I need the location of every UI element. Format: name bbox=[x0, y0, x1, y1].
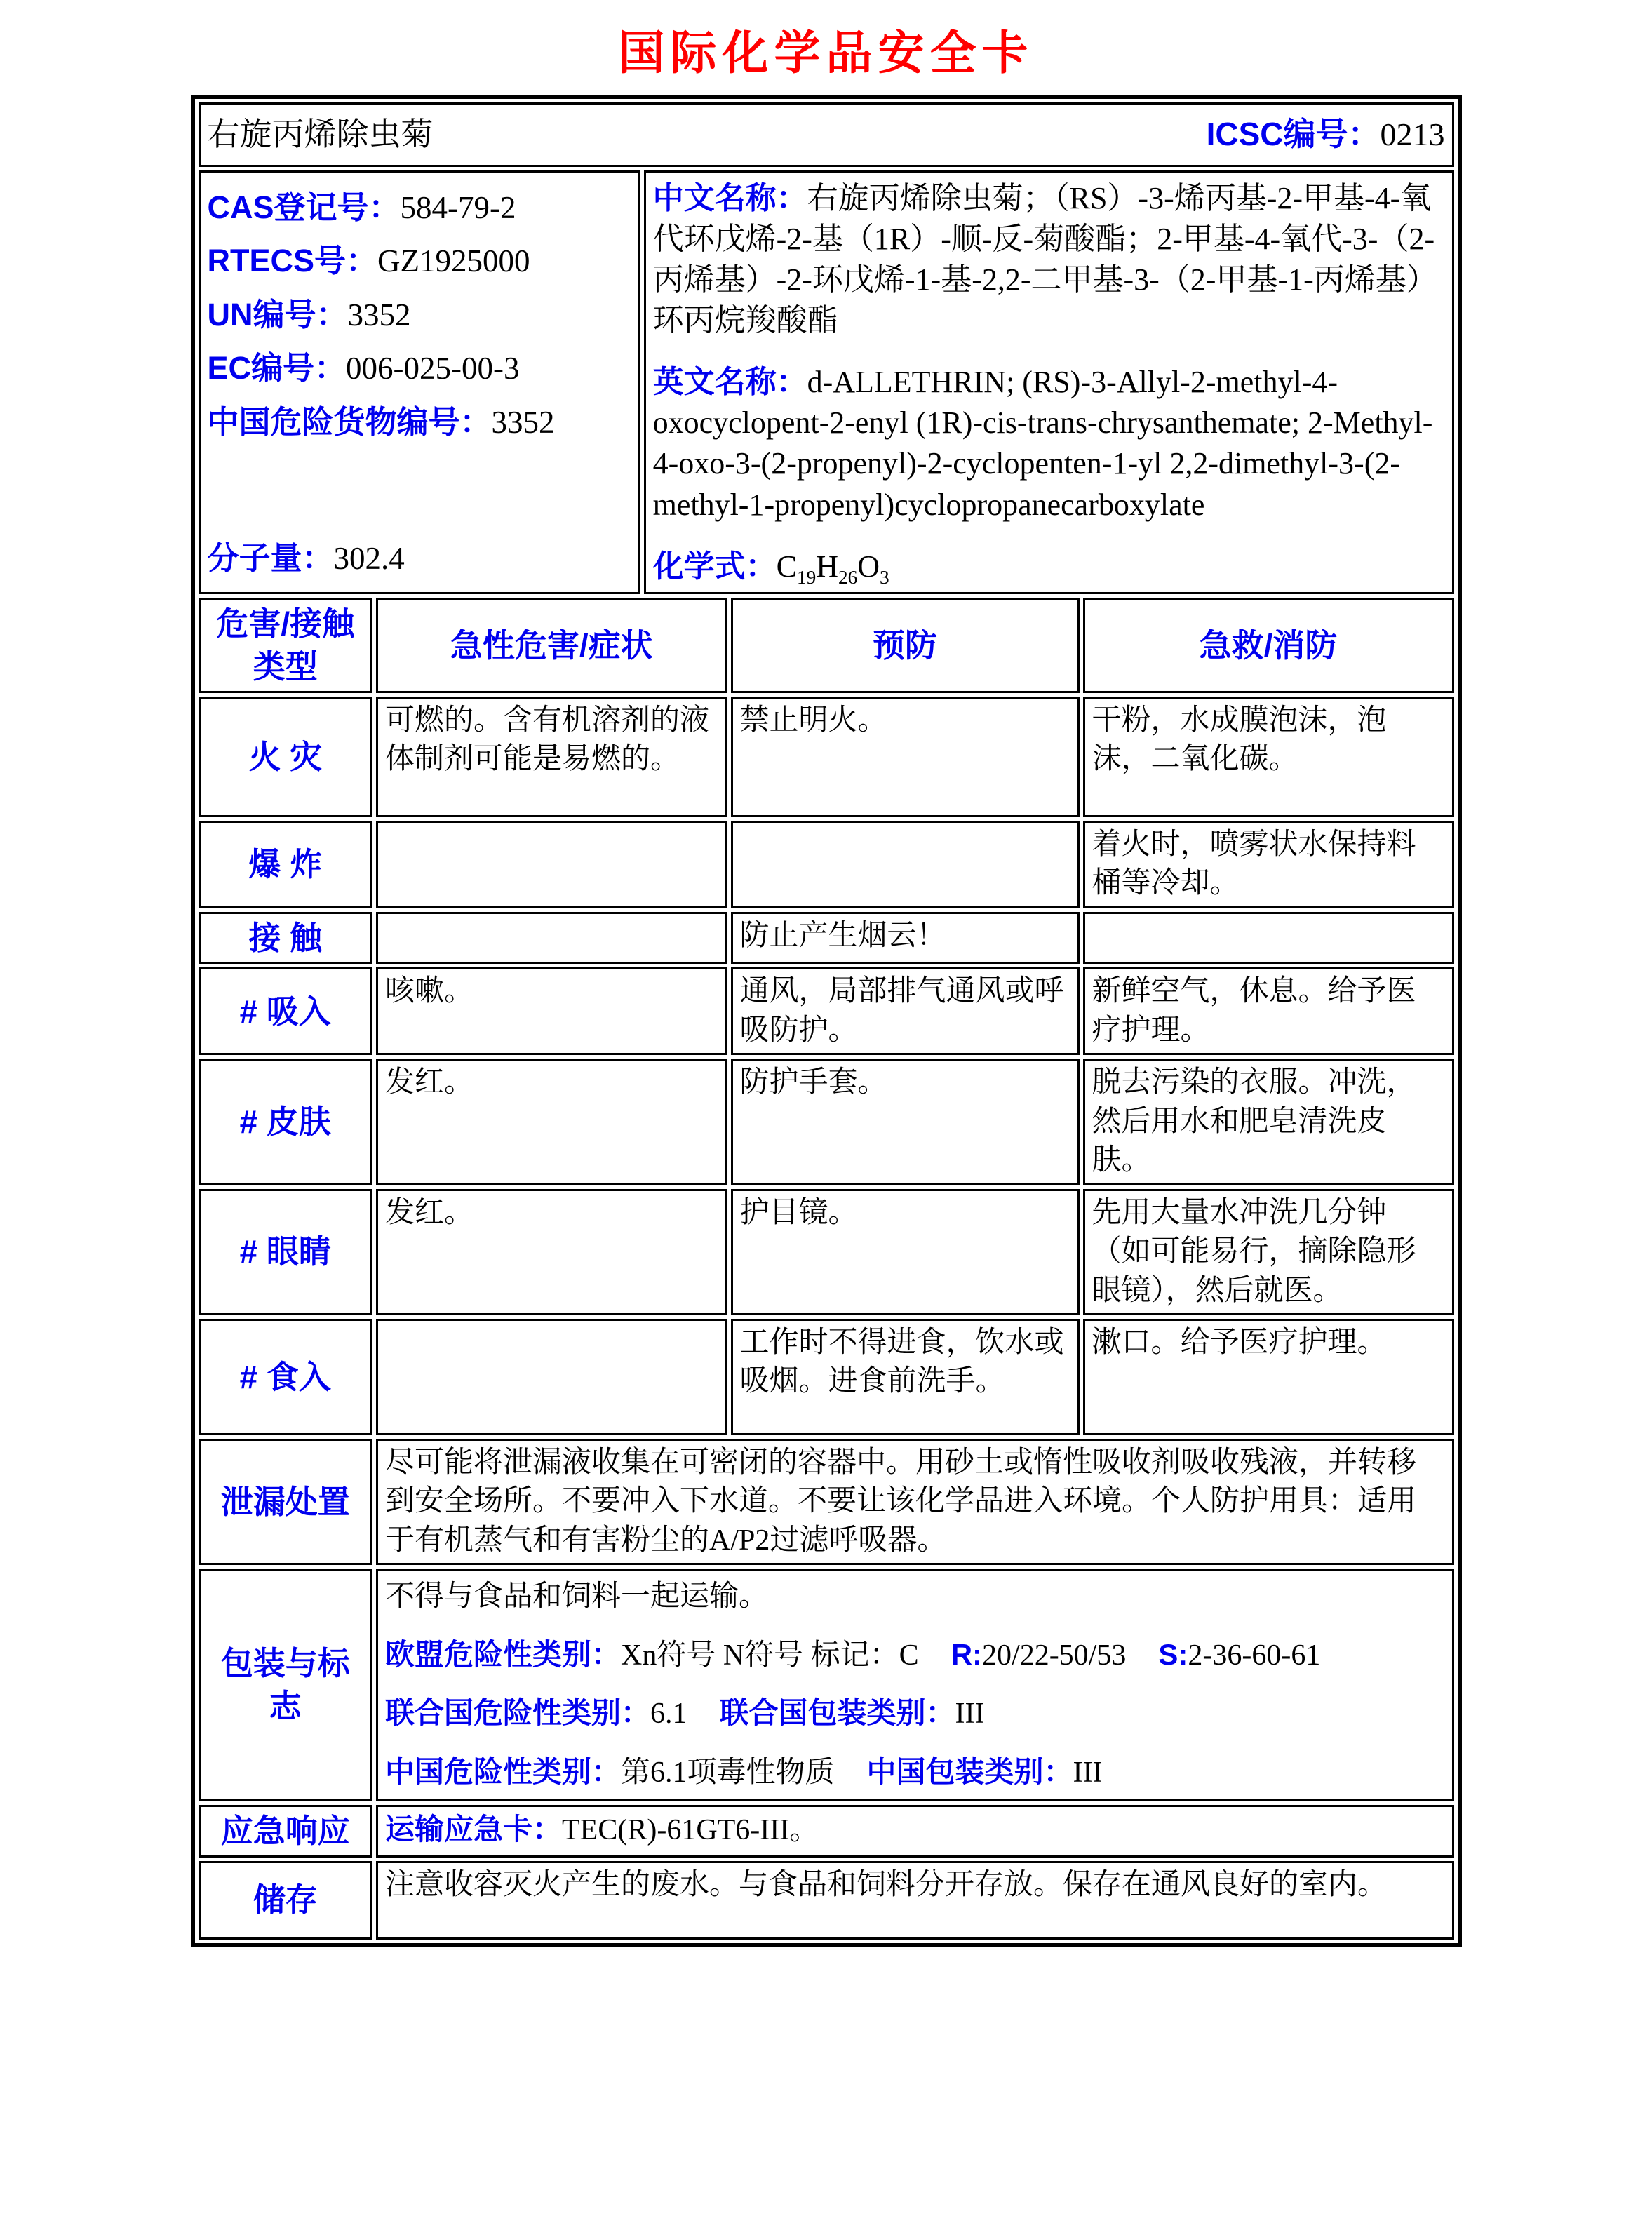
row-ingestion-symptoms bbox=[376, 1319, 727, 1435]
rtecs-number-label: RTECS号： bbox=[207, 243, 378, 279]
icsc-number-value: 0213 bbox=[1380, 116, 1445, 153]
row-contact-prevention: 防止产生烟云！ bbox=[731, 912, 1080, 965]
row-emergency-response bbox=[199, 1805, 1454, 1858]
row-explosion bbox=[199, 821, 1454, 908]
un-pack-value: III bbox=[955, 1698, 985, 1731]
row-packaging-labelling bbox=[199, 1569, 1454, 1801]
page-title: 国际化学品安全卡 bbox=[618, 27, 1034, 79]
cas-number-value: 584-79-2 bbox=[400, 190, 516, 225]
rtecs-number-value: GZ1925000 bbox=[377, 243, 530, 279]
un-number-value: 3352 bbox=[347, 297, 411, 333]
english-name bbox=[653, 362, 1445, 525]
row-ingestion bbox=[199, 1319, 1454, 1435]
cn-pack-value: III bbox=[1073, 1756, 1103, 1789]
packaging-transport-note: 不得与食品和饲料一起运输。 bbox=[385, 1580, 769, 1613]
chemical-formula-value: $C_{19}H_{26}O_3$ bbox=[776, 549, 889, 588]
row-fire-symptoms: 可燃的。含有机溶剂的液体制剂可能是易燃的。 bbox=[376, 697, 727, 817]
china-dg-number-label: 中国危险货物编号： bbox=[207, 403, 492, 440]
row-emergency-content bbox=[376, 1805, 1454, 1858]
row-skin-response: 脱去污染的衣服。冲洗，然后用水和肥皂清洗皮肤。 bbox=[1083, 1059, 1454, 1185]
header-prevention: 预防 bbox=[731, 598, 1080, 692]
china-dg-number bbox=[208, 401, 631, 443]
chinese-name-label: 中文名称： bbox=[652, 181, 807, 215]
row-inhalation-label: # 吸入 bbox=[199, 967, 373, 1055]
row-skin bbox=[199, 1059, 1454, 1185]
molecular-weight bbox=[208, 537, 631, 579]
row-inhalation-symptoms: 咳嗽。 bbox=[376, 967, 727, 1055]
r-phrases-value: 20/22-50/53 bbox=[982, 1639, 1127, 1672]
ec-number bbox=[208, 347, 631, 389]
un-class-label: 联合国危险性类别： bbox=[385, 1696, 651, 1730]
eu-class-label: 欧盟危险性类别： bbox=[385, 1637, 622, 1671]
icsc-number bbox=[1207, 113, 1445, 156]
chinese-name-value: 右旋丙烯除虫菊；（RS）-3-烯丙基-2-甲基-4-氧代环戊烯-2-基（1R）-顺-反-菊酸酯；2-甲基-4-氧代-3-（2-丙烯基）-2-环戊烯-1-基-2,2-二甲基-3-（2-甲基-1-丙烯基）环丙烷羧酸酯 bbox=[652, 181, 1437, 338]
cn-pack-label: 中国包装类别： bbox=[866, 1754, 1073, 1788]
row-ingestion-prevention: 工作时不得进食，饮水或吸烟。进食前洗手。 bbox=[731, 1319, 1080, 1435]
un-number-label: UN编号： bbox=[207, 296, 348, 333]
r-phrases-label: R: bbox=[951, 1637, 983, 1671]
row-fire-response: 干粉，水成膜泡沫，泡沫，二氧化碳。 bbox=[1083, 697, 1454, 817]
row-skin-symptoms: 发红。 bbox=[376, 1059, 727, 1185]
un-pack-label: 联合国包装类别： bbox=[719, 1696, 955, 1730]
english-name-label: 英文名称： bbox=[652, 365, 807, 400]
row-fire-label: 火 灾 bbox=[199, 697, 373, 817]
header-response: 急救/消防 bbox=[1083, 598, 1454, 692]
row-fire bbox=[199, 697, 1454, 817]
row-eyes-response: 先用大量水冲洗几分钟（如可能易行，摘除隐形眼镜），然后就医。 bbox=[1083, 1189, 1454, 1315]
cas-number-label: CAS登记号： bbox=[207, 189, 401, 225]
packaging-cn-classification bbox=[385, 1752, 1445, 1792]
transport-emergency-card-label: 运输应急卡： bbox=[385, 1813, 563, 1846]
transport-emergency-card-value: TEC(R)-61GT6-III。 bbox=[562, 1814, 819, 1847]
registry-numbers-cell bbox=[199, 170, 640, 594]
row-explosion-response: 着火时，喷雾状水保持料桶等冷却。 bbox=[1083, 821, 1454, 908]
name-section bbox=[195, 99, 1458, 170]
rtecs-number bbox=[208, 240, 631, 282]
molecular-weight-label: 分子量： bbox=[207, 539, 334, 576]
row-inhalation-prevention: 通风，局部排气通风或呼吸防护。 bbox=[731, 967, 1080, 1055]
hazard-header-row bbox=[199, 598, 1454, 692]
row-fire-prevention: 禁止明火。 bbox=[731, 697, 1080, 817]
cas-number bbox=[208, 187, 631, 229]
row-contact-symptoms bbox=[376, 912, 727, 965]
row-skin-prevention: 防护手套。 bbox=[731, 1059, 1080, 1185]
row-spill-label: 泄漏处置 bbox=[199, 1439, 373, 1565]
packaging-eu-classification bbox=[385, 1635, 1445, 1675]
chemical-formula-label: 化学式： bbox=[652, 549, 777, 584]
row-storage-text: 注意收容灭火产生的废水。与食品和饲料分开存放。保存在通风良好的室内。 bbox=[376, 1861, 1454, 1940]
row-ingestion-response: 漱口。给予医疗护理。 bbox=[1083, 1319, 1454, 1435]
row-spill-disposal bbox=[199, 1439, 1454, 1565]
un-class-value: 6.1 bbox=[650, 1698, 687, 1731]
row-inhalation bbox=[199, 967, 1454, 1055]
icsc-card bbox=[191, 95, 1462, 1947]
row-explosion-prevention bbox=[731, 821, 1080, 908]
identity-section bbox=[195, 167, 1458, 598]
ec-number-value: 006-025-00-3 bbox=[346, 351, 520, 387]
s-phrases-value: 2-36-60-61 bbox=[1188, 1639, 1321, 1672]
chemical-formula bbox=[653, 546, 1445, 590]
row-eyes bbox=[199, 1189, 1454, 1315]
s-phrases-label: S: bbox=[1158, 1637, 1188, 1671]
row-storage bbox=[199, 1861, 1454, 1940]
row-packaging-content bbox=[376, 1569, 1454, 1801]
name-row-cell bbox=[199, 102, 1454, 167]
row-explosion-symptoms bbox=[376, 821, 727, 908]
header-symptoms: 急性危害/症状 bbox=[376, 598, 727, 692]
row-skin-label: # 皮肤 bbox=[199, 1059, 373, 1185]
molecular-weight-value: 302.4 bbox=[333, 540, 405, 576]
row-packaging-label: 包装与标志 bbox=[199, 1569, 373, 1801]
row-emergency-label: 应急响应 bbox=[199, 1805, 373, 1858]
row-eyes-label: # 眼睛 bbox=[199, 1189, 373, 1315]
icsc-number-label: ICSC编号： bbox=[1206, 116, 1381, 153]
row-eyes-prevention: 护目镜。 bbox=[731, 1189, 1080, 1315]
hazard-section bbox=[195, 594, 1458, 1942]
registry-number-list bbox=[208, 175, 631, 455]
row-contact-response bbox=[1083, 912, 1454, 965]
english-name-value: d-ALLETHRIN; (RS)-3-Allyl-2-methyl-4-oxocyclopent-2-enyl (1R)-cis-trans-chrysanthemate; 2-Methyl-4-oxo-3-(2-propenyl)-2-cyclopenten-1-yl 2,2-dimethyl-3-(2-methyl-1-propenyl)cyclopropanecarboxylate bbox=[652, 365, 1433, 522]
row-contact-label: 接 触 bbox=[199, 912, 373, 965]
row-explosion-label: 爆 炸 bbox=[199, 821, 373, 908]
row-inhalation-response: 新鲜空气，休息。给予医疗护理。 bbox=[1083, 967, 1454, 1055]
row-spill-text: 尽可能将泄漏液收集在可密闭的容器中。用砂土或惰性吸收剂吸收残液，并转移到安全场所。不要冲入下水道。不要让该化学品进入环境。个人防护用具：适用于有机蒸气和有害粉尘的A/P2过滤呼吸器。 bbox=[376, 1439, 1454, 1565]
china-dg-number-value: 3352 bbox=[491, 404, 555, 440]
row-storage-label: 储存 bbox=[199, 1861, 373, 1940]
row-contact bbox=[199, 912, 1454, 965]
row-ingestion-label: # 食入 bbox=[199, 1319, 373, 1435]
ec-number-label: EC编号： bbox=[207, 350, 347, 387]
chemical-name: 右旋丙烯除虫菊 bbox=[207, 116, 434, 152]
un-number bbox=[208, 294, 631, 336]
chinese-name bbox=[653, 178, 1445, 341]
cn-class-value: 第6.1项毒性物质 bbox=[621, 1756, 835, 1789]
packaging-un-classification bbox=[385, 1693, 1445, 1733]
eu-class-text: Xn符号 N符号 标记：C bbox=[621, 1639, 919, 1672]
header-hazard-type: 危害/接触 类型 bbox=[199, 598, 373, 692]
row-eyes-symptoms: 发红。 bbox=[376, 1189, 727, 1315]
chemical-names-cell bbox=[644, 170, 1454, 594]
cn-class-label: 中国危险性类别： bbox=[385, 1754, 622, 1788]
